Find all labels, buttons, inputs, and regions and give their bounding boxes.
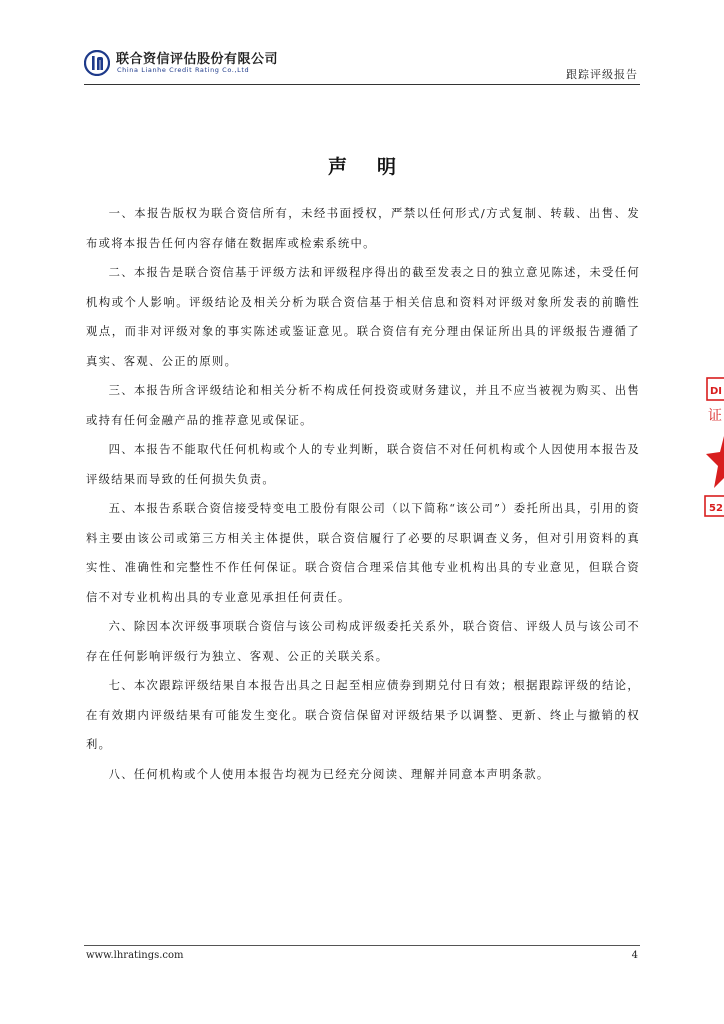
stamp-text-bottom: 52 xyxy=(709,503,723,514)
stamp-text-mid: 证 xyxy=(708,408,722,424)
footer-website: www.lhratings.com xyxy=(86,950,184,961)
statement-paragraph-5: 五、本报告系联合资信接受特变电工股份有限公司（以下简称“该公司”）委托所出具，引用的资料主要由该公司或第三方相关主体提供，联合资信履行了必要的尽职调查义务，但对引用资料的真实性、准确性和完整性不作任何保证。联合资信合理采信其他专业机构出具的专业意见，但联合资信不对专业机构出具的专业意见承担任何责任。 xyxy=(86,502,640,604)
page-title: 声明 xyxy=(327,156,426,178)
statement-paragraph-3: 三、本报告所含评级结论和相关分析不构成任何投资或财务建议，并且不应当被视为购买、出售或持有任何金融产品的推荐意见或保证。 xyxy=(86,384,640,427)
official-seal-stamp xyxy=(704,370,724,520)
company-name-cn: 联合资信评估股份有限公司 xyxy=(116,52,279,67)
statement-paragraph-1: 一、本报告版权为联合资信所有，未经书面授权，严禁以任何形式/方式复制、转载、出售、发布或将本报告任何内容存储在数据库或检索系统中。 xyxy=(86,207,640,250)
company-logo-icon xyxy=(84,50,110,76)
report-type-label: 跟踪评级报告 xyxy=(566,68,638,81)
page-header xyxy=(84,48,640,84)
statement-paragraph-6: 六、除因本次评级事项联合资信与该公司构成评级委托关系外，联合资信、评级人员与该公司不存在任何影响评级行为独立、客观、公正的关联关系。 xyxy=(86,620,640,663)
stamp-text-top: DI xyxy=(710,386,723,397)
page-number: 4 xyxy=(631,950,638,961)
footer-divider xyxy=(84,945,640,946)
statement-paragraph-7: 七、本次跟踪评级结果自本报告出具之日起至相应债券到期兑付日有效；根据跟踪评级的结论，在有效期内评级结果有可能发生变化。联合资信保留对评级结果予以调整、更新、终止与撤销的权利。 xyxy=(86,679,640,751)
company-name-en: China Lianhe Credit Rating Co.,Ltd xyxy=(117,66,250,74)
statement-paragraph-4: 四、本报告不能取代任何机构或个人的专业判断，联合资信不对任何机构或个人因使用本报告及评级结果而导致的任何损失负责。 xyxy=(86,443,640,486)
statement-paragraph-8: 八、任何机构或个人使用本报告均视为已经充分阅读、理解并同意本声明条款。 xyxy=(108,767,550,781)
header-divider xyxy=(84,84,640,85)
statement-paragraph-2: 二、本报告是联合资信基于评级方法和评级程序得出的截至发表之日的独立意见陈述，未受任何机构或个人影响。评级结论及相关分析为联合资信基于相关信息和资料对评级对象所发表的前瞻性观点，而非对评级对象的事实陈述或鉴证意见。联合资信有充分理由保证所出具的评级报告遵循了真实、客观、公正的原则。 xyxy=(86,266,640,368)
statement-body xyxy=(86,199,640,789)
